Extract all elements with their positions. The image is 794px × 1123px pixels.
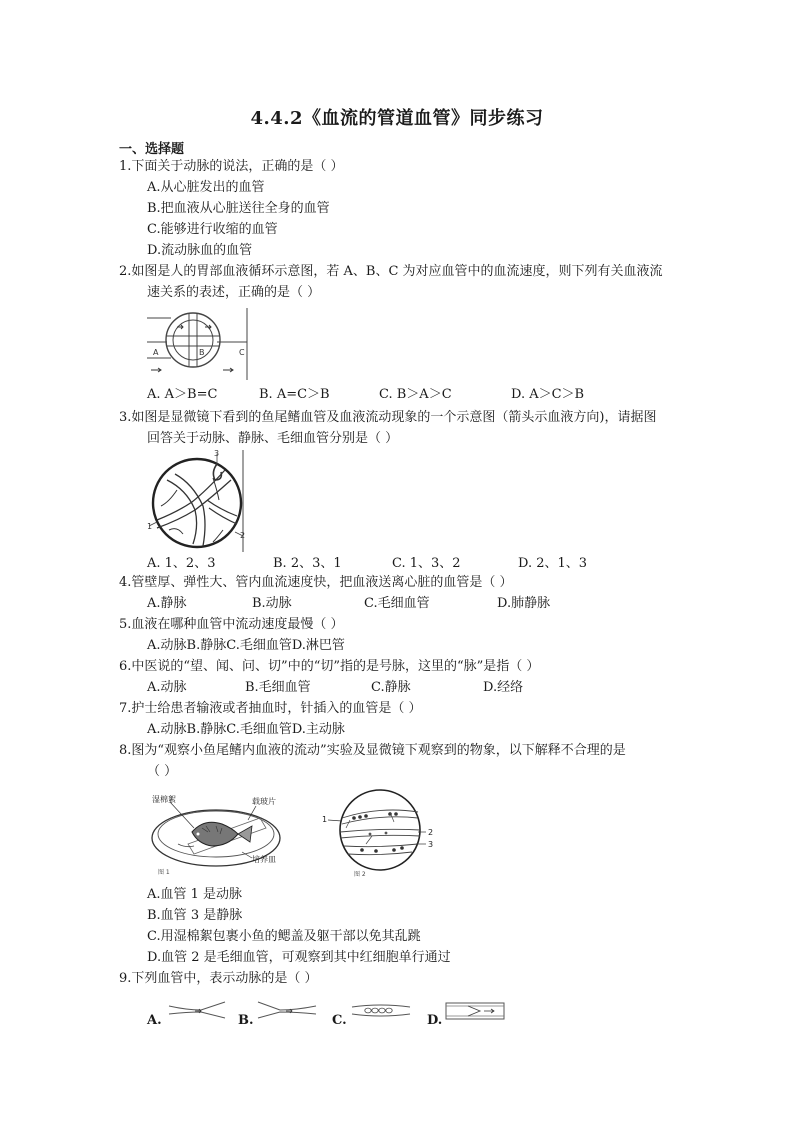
question-2-option-b[interactable]: B. A=C＞B xyxy=(259,387,330,402)
figure-label-2: 2 xyxy=(428,828,434,837)
question-6-option-d[interactable]: D.经络 xyxy=(483,680,524,695)
question-3-stem-line2: 回答关于动脉、静脉、毛细血管分别是（ ） xyxy=(147,431,399,446)
question-9-option-d[interactable]: D. xyxy=(427,1013,443,1028)
question-8-stem-line1: 8.图为“观察小鱼尾鳍内血液的流动”实验及显微镜下观察到的物象，以下解释不合理的是 xyxy=(119,743,626,758)
vessel-c-figure xyxy=(350,998,412,1022)
question-1-option-c[interactable]: C.能够进行收缩的血管 xyxy=(147,222,278,237)
vessel-a-figure xyxy=(167,998,229,1022)
question-8-option-a[interactable]: A.血管 1 是动脉 xyxy=(147,887,243,902)
figure-label-dish: 培养皿 xyxy=(252,855,276,864)
question-2-stem-line1: 2.如图是人的胃部血液循环示意图，若 A、B、C 为对应血管中的血流速度，则下列有关血液流 xyxy=(119,264,663,279)
figure-label-slide: 载玻片 xyxy=(252,797,276,806)
question-3-option-b[interactable]: B. 2、3、1 xyxy=(273,556,342,571)
question-7-options[interactable]: A.动脉B.静脉C.毛细血管D.主动脉 xyxy=(147,722,345,737)
question-4-option-a[interactable]: A.静脉 xyxy=(147,596,187,611)
page-title: 4.4.2《血流的管道血管》同步练习 xyxy=(250,108,544,129)
figure-label-fig1: 图 1 xyxy=(158,869,170,876)
fish-experiment-figure xyxy=(148,788,288,876)
fish-tail-vessels-figure xyxy=(147,450,247,552)
section-heading: 一、选择题 xyxy=(119,142,185,157)
question-6-option-a[interactable]: A.动脉 xyxy=(147,680,187,695)
figure-label-fig2: 图 2 xyxy=(354,871,366,878)
question-9-option-a[interactable]: A. xyxy=(147,1013,162,1028)
figure-label-b: B xyxy=(199,348,205,357)
question-1-option-d[interactable]: D.流动脉血的血管 xyxy=(147,243,253,258)
question-1-option-b[interactable]: B.把血液从心脏送往全身的血管 xyxy=(147,201,330,216)
question-3-stem-line1: 3.如图是显微镜下看到的鱼尾鳍血管及血液流动现象的一个示意图（箭头示血液方向)，请据图 xyxy=(119,410,657,425)
question-2-stem-line2: 速关系的表述，正确的是（ ） xyxy=(147,285,321,300)
figure-label-3: 3 xyxy=(214,449,220,458)
question-3-option-a[interactable]: A. 1、2、3 xyxy=(147,556,216,571)
question-5-options[interactable]: A.动脉B.静脉C.毛细血管D.淋巴管 xyxy=(147,638,345,653)
question-9-option-b[interactable]: B. xyxy=(238,1013,254,1028)
question-7-stem: 7.护士给患者输液或者抽血时，针插入的血管是（ ） xyxy=(119,701,422,716)
figure-label-1: 1 xyxy=(147,522,153,531)
question-5-stem: 5.血液在哪种血管中流动速度最慢（ ） xyxy=(119,617,344,632)
question-9-option-c[interactable]: C. xyxy=(332,1013,347,1028)
question-6-stem: 6.中医说的“望、闻、问、切”中的“切”指的是号脉，这里的“脉”是指（ ） xyxy=(119,659,540,674)
question-4-stem: 4.管壁厚、弹性大、管内血流速度快，把血液送离心脏的血管是（ ） xyxy=(119,575,513,590)
question-1-option-a[interactable]: A.从心脏发出的血管 xyxy=(147,180,265,195)
microscope-view-figure xyxy=(320,788,440,878)
question-1-stem: 1.下面关于动脉的说法，正确的是（ ） xyxy=(119,159,344,174)
question-4-option-d[interactable]: D.肺静脉 xyxy=(497,596,551,611)
question-9-stem: 9.下列血管中，表示动脉的是（ ） xyxy=(119,971,318,986)
question-6-option-c[interactable]: C.静脉 xyxy=(371,680,411,695)
figure-label-c: C xyxy=(239,348,245,357)
question-2-option-c[interactable]: C. B＞A＞C xyxy=(379,387,452,402)
question-2-option-d[interactable]: D. A＞C＞B xyxy=(511,387,585,402)
question-4-option-c[interactable]: C.毛细血管 xyxy=(364,596,430,611)
question-8-stem-line2: （ ） xyxy=(147,764,178,779)
vessel-d-figure xyxy=(444,998,510,1024)
question-8-option-c[interactable]: C.用湿棉絮包裹小鱼的鳃盖及躯干部以免其乱跳 xyxy=(147,929,421,944)
figure-label-3: 3 xyxy=(428,840,434,849)
question-6-option-b[interactable]: B.毛细血管 xyxy=(245,680,311,695)
question-3-option-d[interactable]: D. 2、1、3 xyxy=(518,556,588,571)
question-3-option-c[interactable]: C. 1、3、2 xyxy=(392,556,461,571)
figure-label-2: 2 xyxy=(240,531,246,540)
question-4-option-b[interactable]: B.动脉 xyxy=(252,596,292,611)
figure-label-a: A xyxy=(153,348,159,357)
stomach-circulation-figure xyxy=(147,306,253,380)
figure-label-cotton: 湿棉絮 xyxy=(152,795,176,804)
vessel-b-figure xyxy=(256,998,318,1022)
question-8-option-d[interactable]: D.血管 2 是毛细血管，可观察到其中红细胞单行通过 xyxy=(147,950,451,965)
figure-label-1: 1 xyxy=(322,815,328,824)
question-2-option-a[interactable]: A. A＞B=C xyxy=(147,387,218,402)
question-8-option-b[interactable]: B.血管 3 是静脉 xyxy=(147,908,243,923)
